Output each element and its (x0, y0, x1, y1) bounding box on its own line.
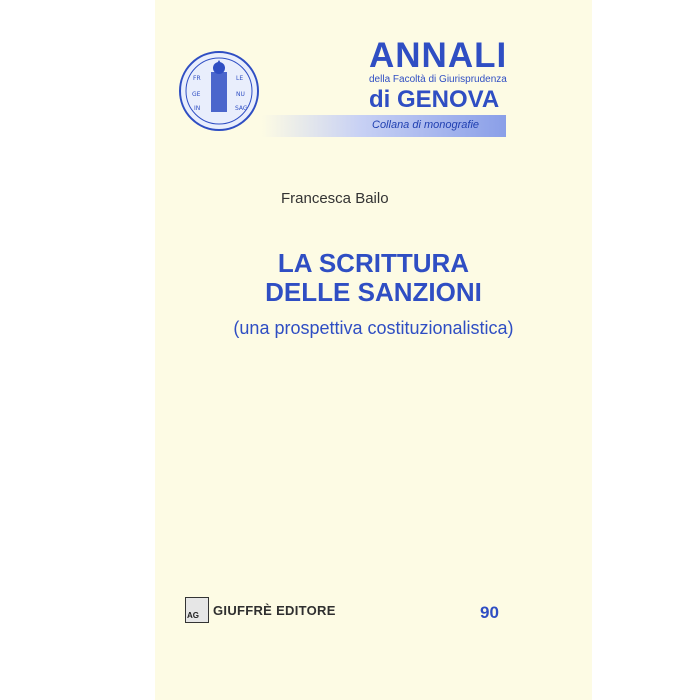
svg-text:SAG: SAG (235, 105, 248, 112)
series-subtitle: della Facoltà di Giurisprudenza (369, 74, 507, 85)
svg-text:NU: NU (236, 91, 245, 98)
svg-text:IN: IN (194, 105, 201, 112)
publisher (185, 597, 336, 623)
volume-number: 90 (480, 603, 499, 622)
collection-label: Collana di monografie (372, 119, 480, 131)
svg-text:FR: FR (193, 75, 201, 82)
publisher-logo-text: AG (187, 611, 199, 620)
book-title-line-1: LA SCRITTURA (277, 248, 470, 278)
publisher-name: GIUFFRÈ EDITORE (213, 602, 336, 618)
author-name: Francesca Bailo (281, 190, 389, 207)
svg-text:GE: GE (192, 91, 201, 98)
series-title: ANNALI (369, 36, 508, 75)
publisher-logo-icon (185, 597, 209, 623)
book-title (155, 249, 592, 307)
university-seal-icon (178, 50, 260, 132)
book-title-line-2: DELLE SANZIONI (265, 277, 482, 307)
svg-text:LE: LE (236, 75, 244, 82)
book-subtitle: (una prospettiva costituzionalistica) (233, 318, 514, 338)
series-city: di GENOVA (369, 86, 500, 113)
